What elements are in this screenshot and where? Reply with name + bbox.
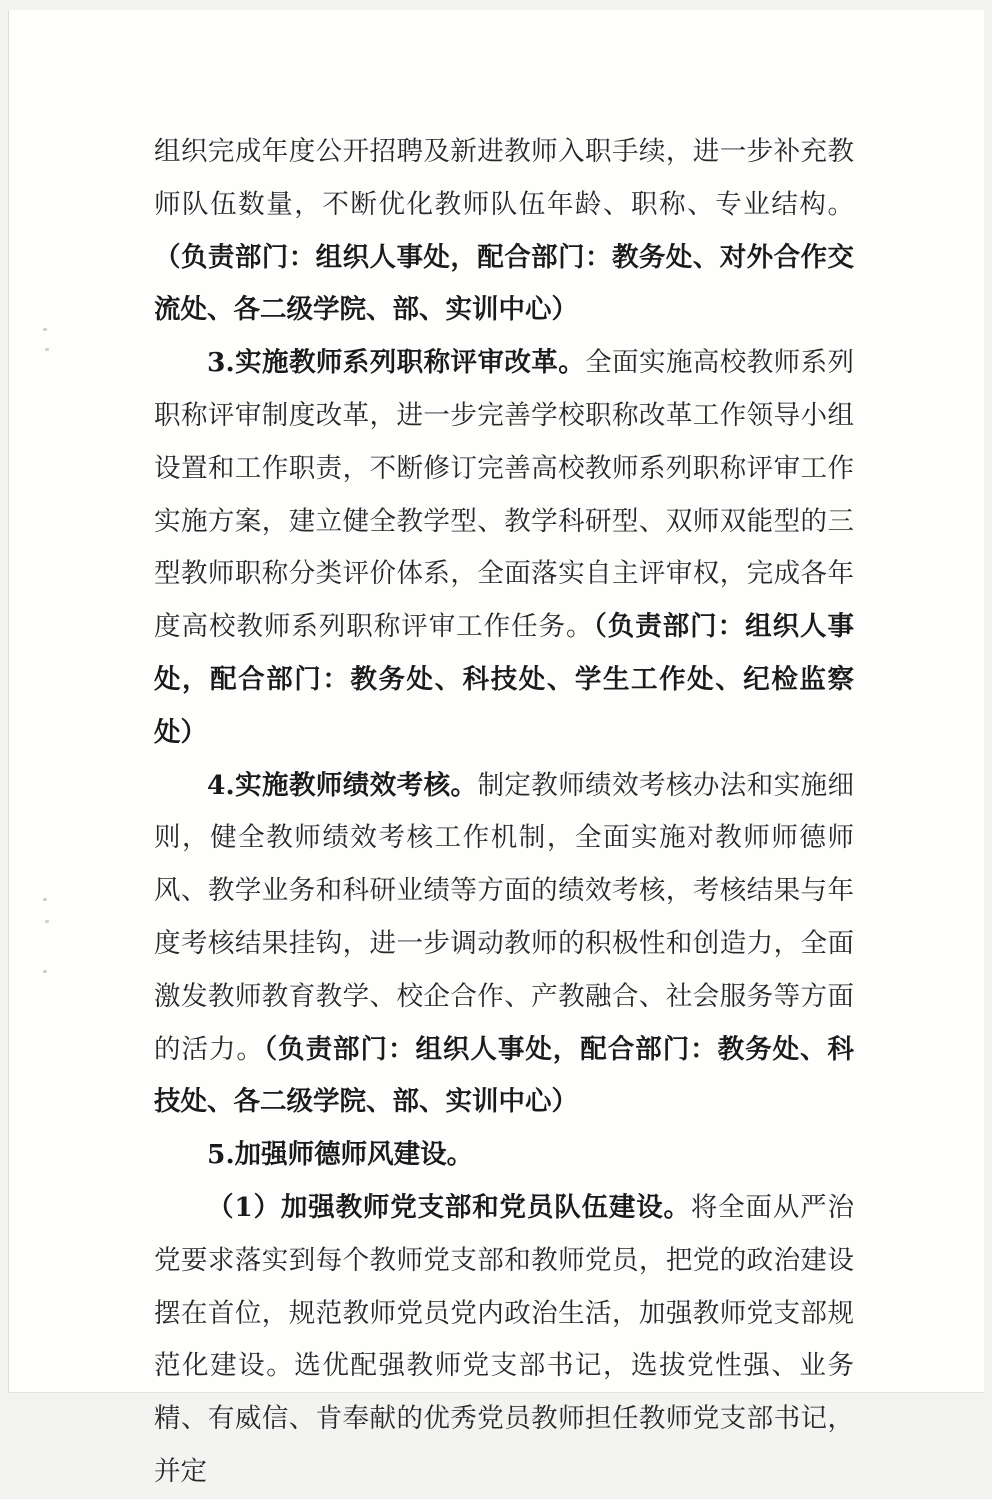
scan-speck	[43, 970, 47, 973]
scan-speck	[43, 898, 47, 901]
ethics-heading: 5.加强师德师风建设。	[207, 1139, 474, 1171]
title-reform-text: 全面实施高校教师系列职称评审制度改革，进一步完善学校职称改革工作领导小组设置和工作职责，不断修订完善高校教师系列职称评审工作实施方案，建立健全教学型、教学科研型、双师双能型的三型教师职称分类评价体系，全面落实自主评审权，完成各年度高校教师系列职称评审工作任务。	[154, 347, 855, 643]
performance-heading: 4.实施教师绩效考核。	[207, 769, 478, 801]
paragraph-party-branch	[154, 1182, 854, 1499]
performance-text: 制定教师绩效考核办法和实施细则，健全教师绩效考核工作机制，全面实施对教师师德师风、教学业务和科研业绩等方面的绩效考核，考核结果与年度考核结果挂钩，进一步调动教师的积极性和创造力，全面激发教师教育教学、校企合作、产教融合、社会服务等方面的活力。	[154, 769, 854, 1065]
recruitment-responsibility: （负责部门：组织人事处，配合部门：教务处、对外合作交流处、各二级学院、部、实训中心）	[154, 241, 854, 326]
paragraph-ethics-heading	[154, 1129, 854, 1182]
document-body	[154, 126, 854, 1499]
performance-responsibility: （负责部门：组织人事处，配合部门：教务处、科技处、各二级学院、部、实训中心）	[154, 1033, 855, 1118]
party-branch-heading: （1）加强教师党支部和党员队伍建设。	[207, 1191, 691, 1223]
scan-speck	[45, 348, 49, 351]
paragraph-recruitment	[154, 126, 854, 337]
recruitment-text: 组织完成年度公开招聘及新进教师入职手续，进一步补充教师队伍数量，不断优化教师队伍年龄、职称、专业结构。	[154, 136, 854, 220]
title-reform-responsibility: （负责部门：组织人事处，配合部门：教务处、科技处、学生工作处、纪检监察处）	[154, 611, 855, 748]
scan-speck	[45, 920, 49, 923]
scan-speck	[43, 328, 47, 331]
title-reform-heading: 3.实施教师系列职称评审改革。	[207, 347, 586, 379]
paragraph-performance-assessment	[154, 760, 854, 1130]
paragraph-title-reform	[154, 337, 854, 759]
party-branch-text: 将全面从严治党要求落实到每个教师党支部和教师党员，把党的政治建设摆在首位，规范教师党员党内政治生活，加强教师党支部规范化建设。选优配强教师党支部书记，选拔党性强、业务精、有威信、肯奉献的优秀党员教师担任教师党支部书记，并定	[154, 1191, 854, 1487]
document-page	[8, 10, 984, 1487]
